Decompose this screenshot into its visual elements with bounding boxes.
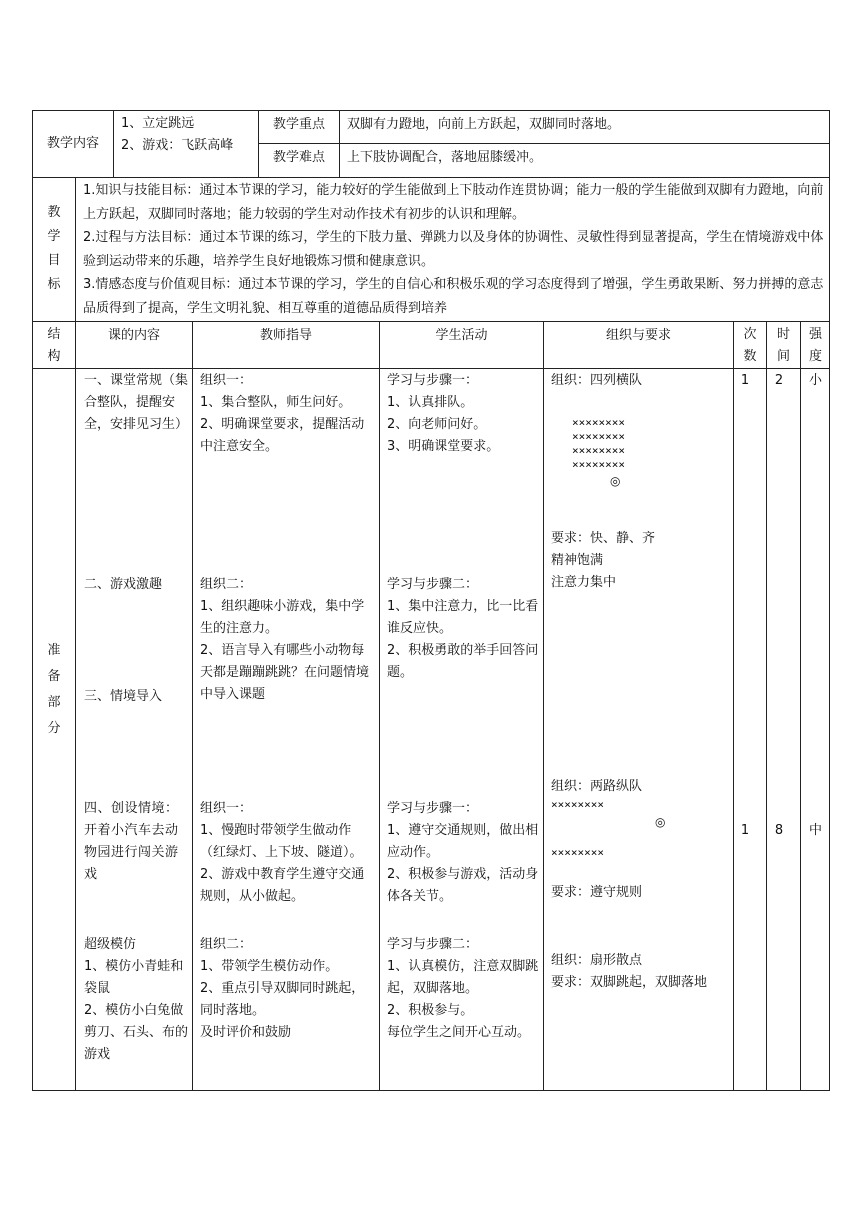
- header-times: 次 数: [743, 327, 757, 364]
- section-label: 准 备 部 分: [47, 643, 61, 736]
- content-5: 超级模仿 1、模仿小青蛙和袋鼠 2、模仿小白兔做剪刀、石头、布的游戏: [84, 937, 189, 1062]
- column-row: ××××××××: [551, 846, 604, 859]
- teacher-3: 组织一： 1、慢跑时带领学生做动作（红绿灯、上下坡、隧道）。 2、游戏中教育学生遵守交通规则，从小做起。: [200, 801, 365, 904]
- formation-row: ××××××××: [572, 444, 625, 457]
- content-3: 三、情境导入: [84, 689, 163, 704]
- divider: [75, 177, 76, 322]
- difficulty-text: 上下肢协调配合，落地屈膝缓冲。: [347, 150, 543, 165]
- divider: [800, 321, 801, 1091]
- student-2: 学习与步骤二： 1、集中注意力，比一比看谁反应快。 2、积极勇敢的举手回答问题。: [387, 577, 539, 680]
- teacher-mark: ◎: [610, 474, 621, 488]
- content-items: 1、立定跳远 2、游戏：飞跃高峰: [121, 116, 234, 153]
- time-1: 2: [774, 373, 784, 388]
- goals-label: 教 学 目 标: [47, 205, 61, 292]
- times-2: 1: [740, 823, 750, 838]
- req-3: 要求：双脚跳起，双脚落地: [551, 975, 708, 990]
- divider: [32, 368, 830, 369]
- content-1: 一、课堂常规（集合整队，提醒安全，安排见习生）: [84, 373, 189, 432]
- header-org: 组织与要求: [605, 328, 671, 343]
- student-4: 学习与步骤二： 1、认真模仿，注意双脚跳起，双脚落地。 2、积极参与。 每位学生之间开心互动。: [387, 937, 539, 1040]
- goals-text: 1.知识与技能目标：通过本节课的学习，能力较好的学生能做到上下肢动作连贯协调；能力一般的学生能做到双脚有力蹬地，向前上方跃起，双脚同时落地；能力较弱的学生对动作技术有初步的认识和理解。 2.过程与方法目标：通过本节课的练习，学生的下肢力量、弹跳力以及身体的协调性、灵敏性得到显著提高，学生在情境游戏中体验到运动带来的乐趣，培养学生良好地锻炼习惯和健康意识。 3.情感态度与价值观目标：通过本节课的学习，学生的自信心和积极乐观的学习态度得到了增强，学生勇敢果断、努力拼搏的意志品质得到了提高，学生文明礼貌、相互尊重的道德品质得到培养: [83, 183, 824, 316]
- key-point-text: 双脚有力蹬地，向前上方跃起，双脚同时落地。: [347, 117, 621, 132]
- divider: [379, 321, 380, 1091]
- formation-row: ××××××××: [572, 430, 625, 443]
- content-label: 教学内容: [46, 136, 99, 151]
- divider: [339, 110, 340, 178]
- header-structure: 结 构: [47, 327, 61, 364]
- teacher-1: 组织一： 1、集合整队，师生问好。 2、明确课堂要求，提醒活动中注意安全。: [200, 373, 365, 454]
- req-2: 要求：遵守规则: [551, 885, 643, 900]
- intensity-1: 小: [808, 373, 822, 388]
- student-3: 学习与步骤一： 1、遵守交通规则，做出相应动作。 2、积极参与游戏，活动身体各关节。: [387, 801, 539, 904]
- content-4: 四、创设情境：开着小汽车去动物园进行闯关游戏: [84, 801, 179, 882]
- header-intensity: 强 度: [808, 327, 822, 364]
- formation-row: ××××××××: [572, 416, 625, 429]
- formation-row: ××××××××: [572, 458, 625, 471]
- divider: [733, 321, 734, 1091]
- divider: [192, 321, 193, 1091]
- header-student: 学生活动: [435, 328, 488, 343]
- divider: [543, 321, 544, 1091]
- divider: [258, 143, 830, 144]
- header-time: 时 间: [776, 327, 790, 364]
- divider: [766, 321, 767, 1091]
- header-teacher: 教师指导: [259, 328, 312, 343]
- req-1: 要求：快、静、齐 精神饱满 注意力集中: [551, 531, 656, 590]
- intensity-2: 中: [808, 823, 822, 838]
- org-3: 组织：扇形散点: [551, 953, 643, 968]
- divider: [113, 110, 114, 178]
- time-2: 8: [774, 823, 784, 838]
- org-2: 组织：两路纵队: [551, 779, 643, 794]
- divider: [75, 321, 76, 1091]
- difficulty-label: 教学难点: [272, 150, 325, 165]
- org-1: 组织：四列横队: [551, 373, 643, 388]
- teacher-2: 组织二： 1、组织趣味小游戏，集中学生的注意力。 2、语言导入有哪些小动物每天都是蹦蹦跳跳？在问题情境中导入课题: [200, 577, 370, 702]
- key-point-label: 教学重点: [272, 117, 325, 132]
- content-2: 二、游戏激趣: [84, 577, 163, 592]
- times-1: 1: [740, 373, 750, 388]
- teacher-4: 组织二： 1、带领学生模仿动作。 2、重点引导双脚同时跳起，同时落地。 及时评价和鼓励: [200, 937, 365, 1040]
- teacher-mark: ◎: [655, 815, 666, 829]
- student-1: 学习与步骤一： 1、认真排队。 2、向老师问好。 3、明确课堂要求。: [387, 373, 500, 454]
- header-content: 课的内容: [107, 328, 160, 343]
- column-row: ××××××××: [551, 798, 604, 811]
